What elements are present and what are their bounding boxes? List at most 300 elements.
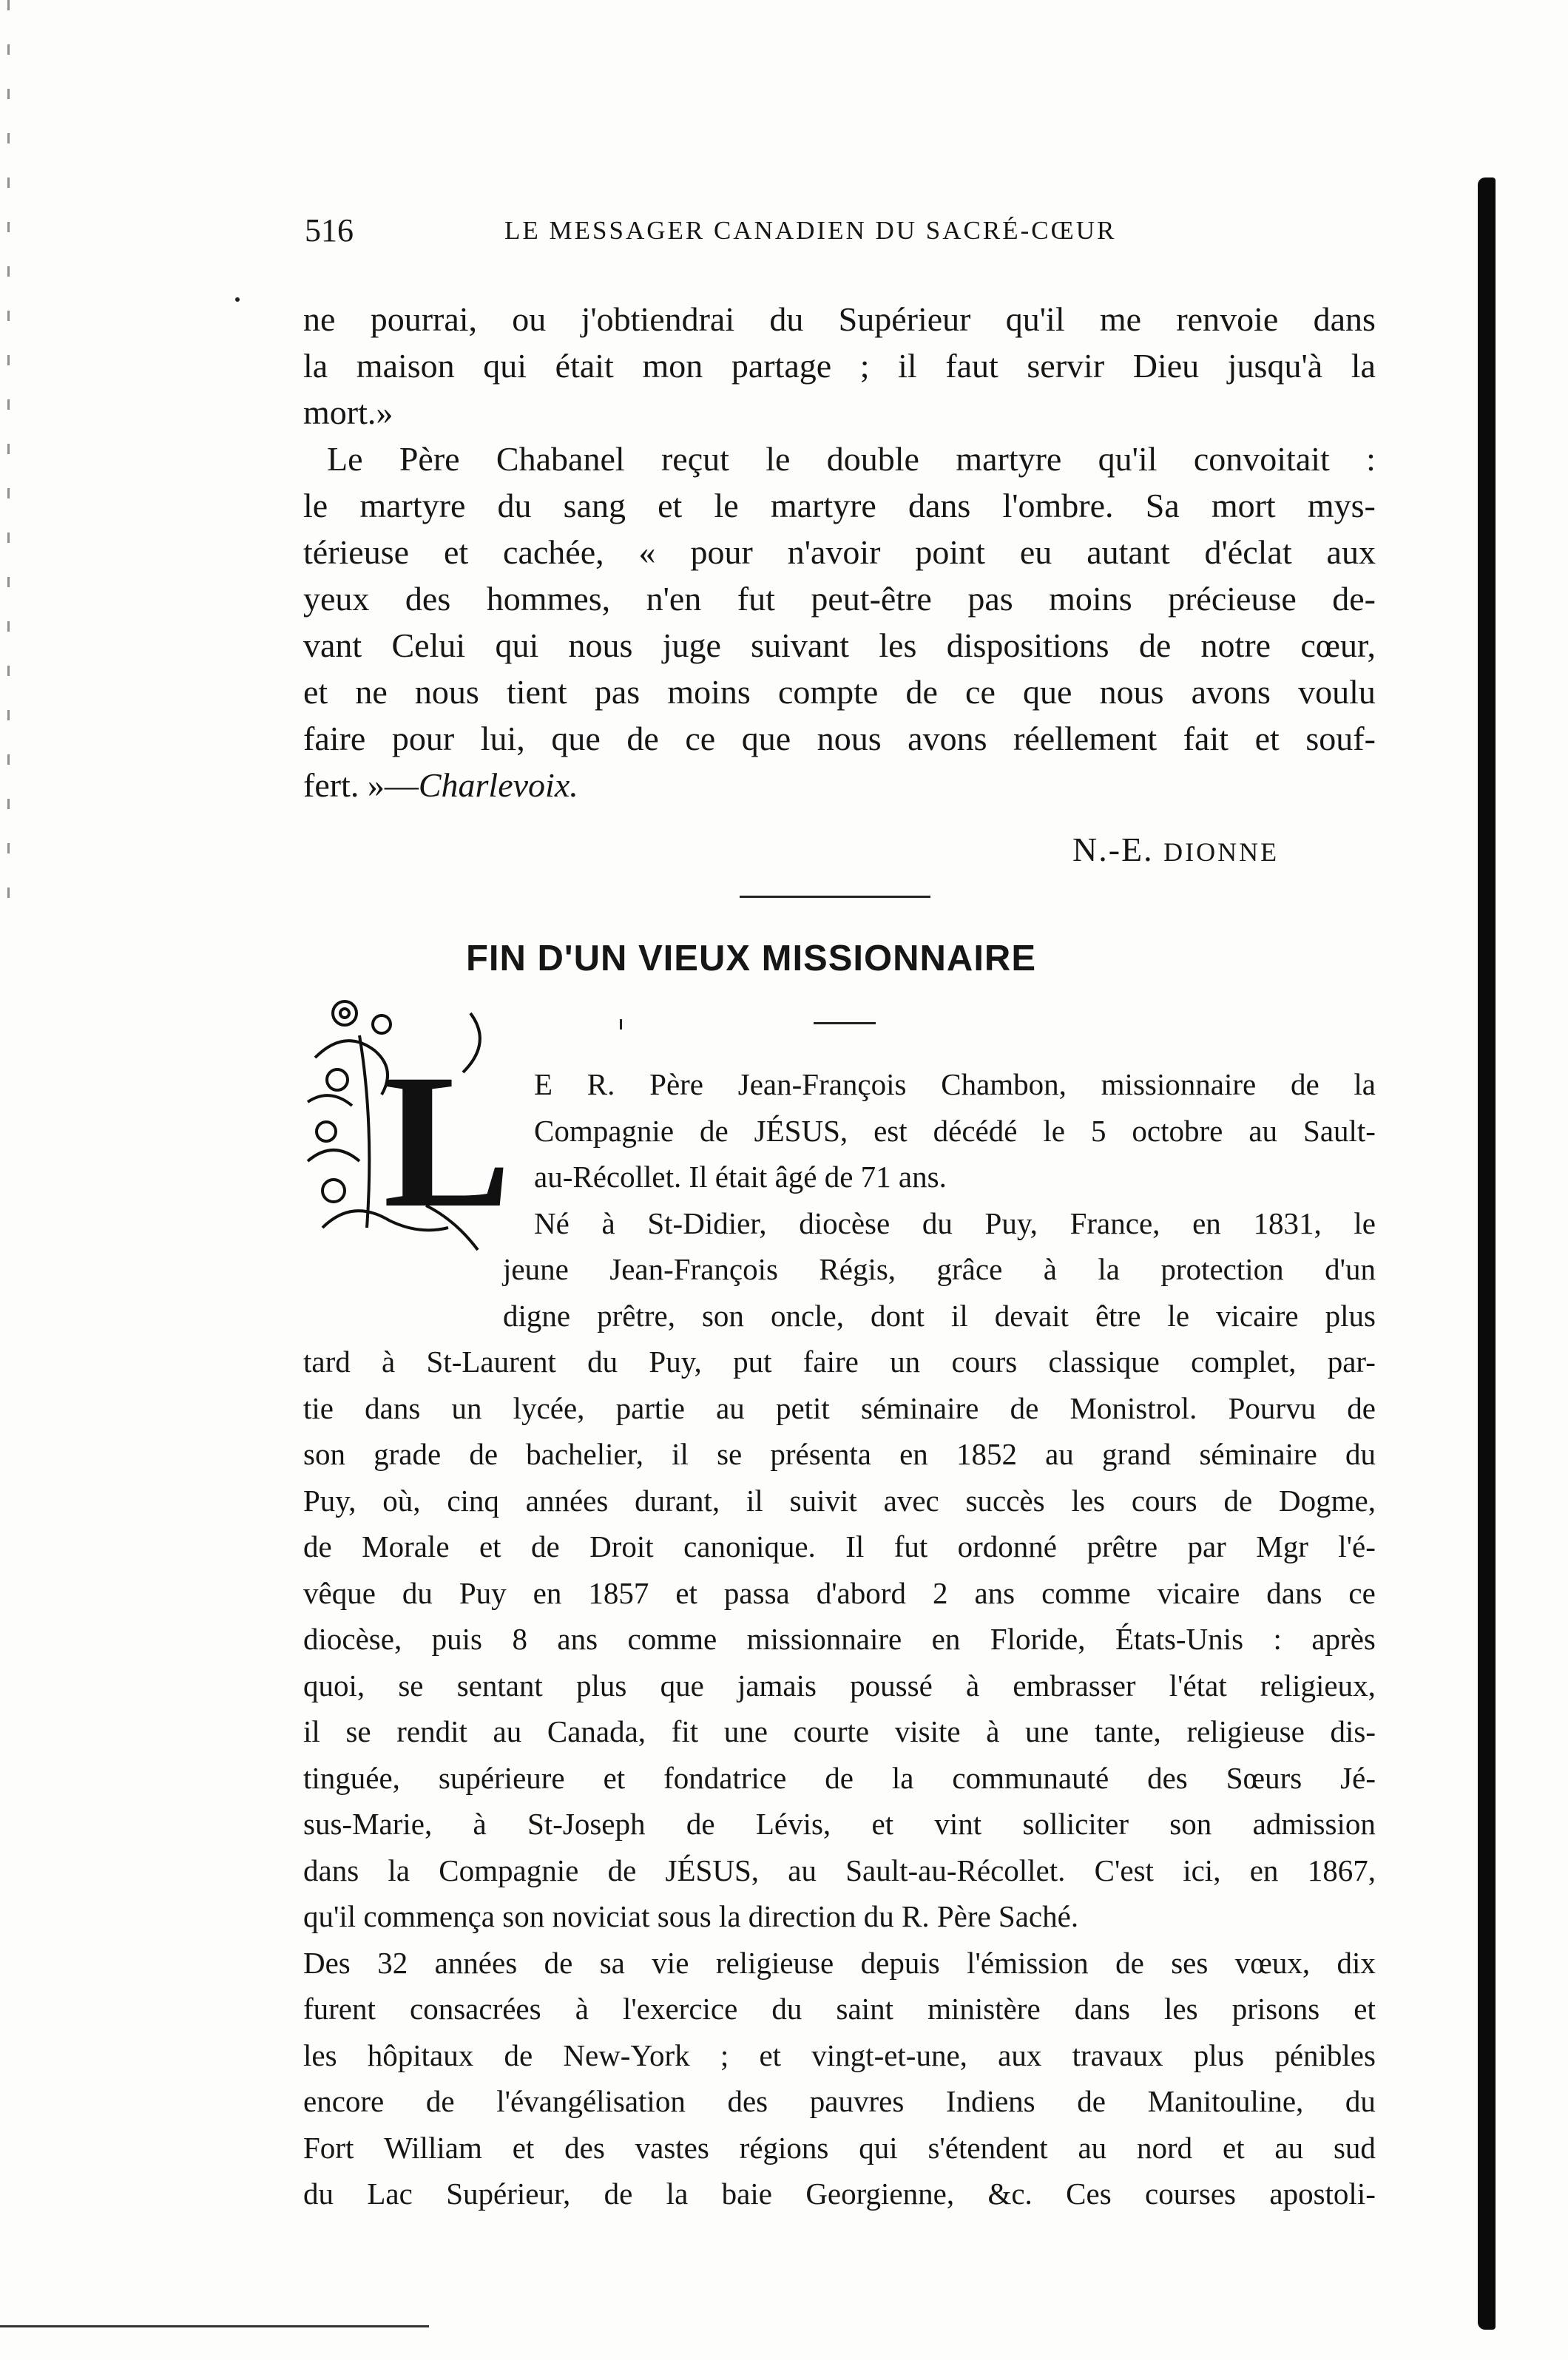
word: sus-Marie, [303,1807,433,1841]
word: pas [594,673,641,711]
word: en [931,1622,961,1656]
word: l'é- [1338,1529,1376,1563]
page-header [305,212,1444,256]
word: Père [649,1067,704,1101]
word: dix [1336,1945,1376,1980]
word: était [555,347,614,385]
word: en [533,1575,562,1610]
article-body [303,1061,1376,2217]
word: Jé- [1340,1760,1376,1795]
word: vingt-et-une, [811,2038,967,2072]
word: Sault-au-Récollet. [845,1853,1066,1887]
text-line [534,1200,1376,1247]
text-line [303,715,1376,762]
word: avons [908,720,987,757]
word: son [303,1437,345,1471]
word: New-York [563,2038,690,2072]
text-line [503,1246,1376,1293]
text-line [303,1940,1376,1987]
word: ne [355,673,388,711]
word: sentant [456,1668,543,1703]
word: dans [1313,300,1376,338]
word: de [1115,1945,1144,1980]
word: n'en [646,580,702,618]
word: Droit [589,1529,654,1563]
word: visite [894,1714,961,1748]
word: missionnaire [1101,1067,1257,1101]
word: pas [967,580,1013,618]
word: son [701,1298,744,1333]
word: l'état [1169,1668,1227,1703]
word: fut [893,1529,928,1563]
word: du [497,487,532,524]
word: il [672,1437,689,1471]
word: dispositions [946,626,1109,664]
word: « [638,533,656,571]
word: France, [1069,1206,1160,1240]
word: Floride, [990,1622,1086,1656]
text-line [303,1847,1376,1894]
word: Fort [303,2130,354,2165]
text-line [303,1431,1376,1478]
word: de [700,1113,729,1148]
word: tie [303,1390,334,1425]
citation: Charlevoix. [418,766,578,804]
word: fit [671,1714,699,1748]
word: plus [576,1668,627,1703]
text-line: qu'il commença son noviciat sous la direction du R. Père Saché. [303,1899,1079,1933]
word: ordonné [957,1529,1058,1563]
word: point [915,533,985,571]
text-line [303,436,1376,482]
word: ses [1171,1945,1209,1980]
text-line: au-Récollet. Il était âgé de 71 ans. [534,1160,947,1194]
word: Jean-François [609,1252,778,1286]
word: cinq [447,1483,499,1518]
word: Mgr [1256,1529,1308,1563]
word: se [345,1714,371,1748]
word: St-Didier, [647,1206,767,1240]
word: tinguée, [303,1760,400,1795]
word: j'obtiendrai [581,300,735,338]
word: de [1010,1390,1039,1425]
word: ce [685,720,716,757]
word: grade [374,1437,442,1471]
word: lui, [480,720,525,757]
word: et [675,1575,697,1610]
word: ne [303,300,336,338]
word: des [564,2130,605,2165]
word: par- [1327,1345,1376,1379]
signature-initials: N.-E. [1072,831,1164,868]
word: Georgienne, [805,2177,955,2211]
text-line [303,1339,1376,1385]
word: qu'il [1098,440,1158,478]
text-line [303,1524,1376,1570]
word: avons [1191,673,1271,711]
word: dont [871,1298,925,1333]
word: Jean-François [737,1067,907,1101]
word: les [879,626,917,664]
word: religieuse [1186,1714,1305,1748]
word: de [607,1853,637,1887]
word: reçut [660,440,729,478]
word: William [384,2130,482,2165]
word: aux [1326,533,1376,571]
word: grand [1101,1437,1172,1471]
text-line [303,622,1376,669]
word: fut [737,580,775,618]
text-line [303,1385,1376,1432]
word: comme [627,1622,717,1656]
word: 1857 [588,1575,649,1610]
word: Dieu [1132,347,1200,385]
word: diocèse, [303,1622,402,1656]
word: des [1147,1760,1188,1795]
word: nous [414,673,479,711]
word: nous [817,720,882,757]
word: religieuse [715,1945,834,1980]
word: jeune [503,1252,569,1286]
word: Chabanel [496,440,625,478]
word: cours [1131,1483,1197,1518]
word: sang [563,487,626,524]
text-line [303,482,1376,529]
word: à [601,1206,615,1240]
word: Dogme, [1279,1483,1376,1518]
word: au [1248,1113,1278,1148]
word: succès [965,1483,1045,1518]
word: Lévis, [755,1807,831,1841]
word: ans [974,1575,1016,1610]
word: son [1169,1807,1212,1841]
word: partage [731,347,832,385]
word: qui [495,626,539,664]
word: Des [303,1945,351,1980]
word: Indiens [945,2084,1035,2118]
word: présenta [770,1437,871,1471]
word: pénibles [1274,2038,1376,2072]
word: et [1254,720,1280,757]
word: qui [483,347,527,385]
text-line [303,2078,1376,2125]
word: cœur, [1300,626,1376,664]
word: prisons [1231,1992,1320,2026]
word: les [1164,1992,1198,2026]
word: dans [1266,1575,1322,1610]
word: que [660,1668,704,1703]
word: jusqu'à [1227,347,1323,385]
word: Sault- [1303,1113,1376,1148]
word: de [504,2038,533,2072]
word: JÉSUS, [665,1853,760,1887]
word: martyre [770,487,876,524]
text-line [303,1708,1376,1755]
word: le [303,487,328,524]
word: que [1023,673,1072,711]
word: de [469,1437,499,1471]
word: à [1043,1252,1057,1286]
word: nord [1137,2130,1193,2165]
word: la [1354,1067,1376,1101]
word: 1852 [956,1437,1017,1471]
word: vicaire [1157,1575,1240,1610]
running-title: LE MESSAGER CANADIEN DU SACRÉ-CŒUR [504,216,1117,245]
word: Le [327,440,363,478]
word: années [434,1945,518,1980]
word: Chambon, [941,1067,1067,1101]
word: Celui [391,626,466,664]
word: peut-être [811,580,932,618]
word: n'avoir [787,533,881,571]
word: de [626,720,659,757]
word: faire [802,1345,859,1379]
word: du [771,1992,802,2026]
word: du [922,1206,953,1240]
word: devait [994,1298,1069,1333]
word: moins [667,673,751,711]
word: séminaire [1199,1437,1317,1471]
word: faire [303,720,366,757]
word: martyre [956,440,1062,478]
word: yeux [303,580,370,618]
word: passa [723,1575,790,1610]
word: il [898,347,917,385]
word: Monistrol. [1069,1390,1197,1425]
word: Compagnie [534,1113,675,1148]
section-divider [740,896,930,898]
word: oncle, [770,1298,844,1333]
word: en [1249,1853,1279,1887]
word: nous [1099,673,1164,711]
word: octobre [1132,1113,1223,1148]
word: l'émission [967,1945,1089,1980]
word: Puy, [303,1483,356,1518]
word: et [603,1760,626,1795]
word: ou [512,300,547,338]
word: décédé [933,1113,1018,1148]
word: de [905,673,938,711]
word: une [1025,1714,1069,1748]
word: le [1354,1206,1376,1240]
word: admission [1252,1807,1376,1841]
word: se [398,1668,424,1703]
word: au [1078,2130,1107,2165]
word: Pourvu [1228,1390,1317,1425]
word: vastes [635,2130,709,2165]
word: séminaire [861,1390,979,1425]
word: cachée, [503,533,604,571]
word: notre [1200,626,1271,664]
word: à [965,1668,980,1703]
word: maison [356,347,455,385]
word: mys- [1307,487,1376,524]
word: ce [965,673,996,711]
word: ce [1348,1575,1376,1610]
word: petit [775,1390,830,1425]
word: par [1187,1529,1226,1563]
word: vicaire [1216,1298,1299,1333]
word: vint [934,1807,982,1841]
word: apostoli- [1269,2177,1376,2211]
word: années [525,1483,609,1518]
word: Canada, [547,1714,646,1748]
signature-surname: DIONNE [1163,837,1280,867]
word: partie [615,1390,685,1425]
text-line [303,1570,1376,1617]
word: prêtre [1087,1529,1158,1563]
word: réellement [1013,720,1158,757]
word: dans [1074,1992,1130,2026]
word: suivant [751,626,850,664]
word: au [1274,2130,1304,2165]
title-underline [814,1022,876,1024]
word: baie [721,2177,772,2211]
word: la [303,347,328,385]
word: comme [1041,1575,1131,1610]
text-line [303,1986,1376,2032]
word: il [950,1298,968,1333]
word: de- [1332,580,1376,618]
word: pauvres [809,2084,905,2118]
word: plus [1325,1298,1376,1333]
word: du [587,1345,618,1379]
word: de [604,2177,633,2211]
word: martyre [359,487,466,524]
word: poussé [850,1668,933,1703]
word: Sa [1145,487,1180,524]
word: Puy [459,1575,507,1610]
word: faut [945,347,998,385]
word: courte [793,1714,870,1748]
text-line [303,1616,1376,1663]
word: durant, [635,1483,720,1518]
word: du [303,2177,334,2211]
word: nous [568,626,633,664]
word: diocèse [799,1206,891,1240]
word: dans [303,1853,359,1887]
word: et [443,533,469,571]
word: les [1071,1483,1105,1518]
word: supérieure [438,1760,565,1795]
word: de [1138,626,1172,664]
word: &c. [987,2177,1033,2211]
word: Lac [367,2177,413,2211]
word: à [575,1992,589,2026]
text-line: mort.» [303,393,393,431]
text-line [303,669,1376,715]
word: consacrées [410,1992,541,2026]
word: se [717,1437,743,1471]
word: être [1095,1298,1141,1333]
text-line [303,2032,1376,2079]
word: une [723,1714,768,1748]
word: encore [303,2084,385,2118]
word: d'éclat [1204,533,1292,571]
word: religieux, [1260,1668,1376,1703]
word: compte [777,673,879,711]
word: et [512,2130,535,2165]
text-line [303,296,1376,342]
word: que [551,720,601,757]
word: Puy, [984,1206,1038,1240]
word: saint [836,1992,893,2026]
word: communauté [952,1760,1109,1795]
word: ; [720,2038,729,2072]
word: d'un [1325,1252,1376,1286]
word: JÉSUS, [754,1113,848,1148]
word: de [425,2084,455,2118]
word: des [727,2084,768,2118]
word: 2 [932,1575,948,1610]
word: embrasser [1013,1668,1136,1703]
word: Puy, [649,1345,702,1379]
word: pour [391,720,455,757]
word: Supérieur, [446,2177,571,2211]
word: la [1351,347,1376,385]
word: après [1311,1622,1376,1656]
word: sa [599,1945,625,1980]
word: la [388,1853,410,1887]
word: puis [431,1622,483,1656]
word: digne [503,1298,571,1333]
word: au [716,1390,745,1425]
word: C'est [1094,1853,1154,1887]
word: put [733,1345,772,1379]
word: la [666,2177,689,2211]
word: lycée, [513,1390,585,1425]
word: pour [690,533,753,571]
word: 1867, [1307,1853,1376,1887]
word: classique [1048,1345,1160,1379]
word: s'étendent [927,2130,1048,2165]
word: 5 [1090,1113,1106,1148]
word: un [451,1390,482,1425]
word: le [1167,1298,1190,1333]
word: jamais [737,1668,817,1703]
word: moins [1049,580,1132,618]
word: missionnaire [746,1622,902,1656]
word: Manitouline, [1147,2084,1304,2118]
word: vie [652,1945,689,1980]
text-line [534,1108,1376,1154]
word: et [871,1807,894,1841]
word: il [303,1714,320,1748]
word: hommes, [486,580,611,618]
word: du [402,1575,433,1610]
word: le [714,487,739,524]
page-number: 516 [305,212,354,248]
word: 8 [512,1622,527,1656]
word: vant [303,626,362,664]
text-line [303,1663,1376,1709]
word: quoi, [303,1668,365,1703]
word: travaux [1072,2038,1163,2072]
word: ; [859,347,870,385]
word: du [1345,1437,1376,1471]
word: et [1223,2130,1245,2165]
word: les [303,2038,337,2072]
word: plus [1193,2038,1245,2072]
scan-edge-marks [7,0,10,932]
word: mon [642,347,703,385]
text-line [303,2125,1376,2171]
continuation-text [303,296,1376,808]
word: précieuse [1168,580,1297,618]
word: l'évangélisation [496,2084,686,2118]
word: Ces [1066,2177,1112,2211]
word: fondatrice [663,1760,787,1795]
